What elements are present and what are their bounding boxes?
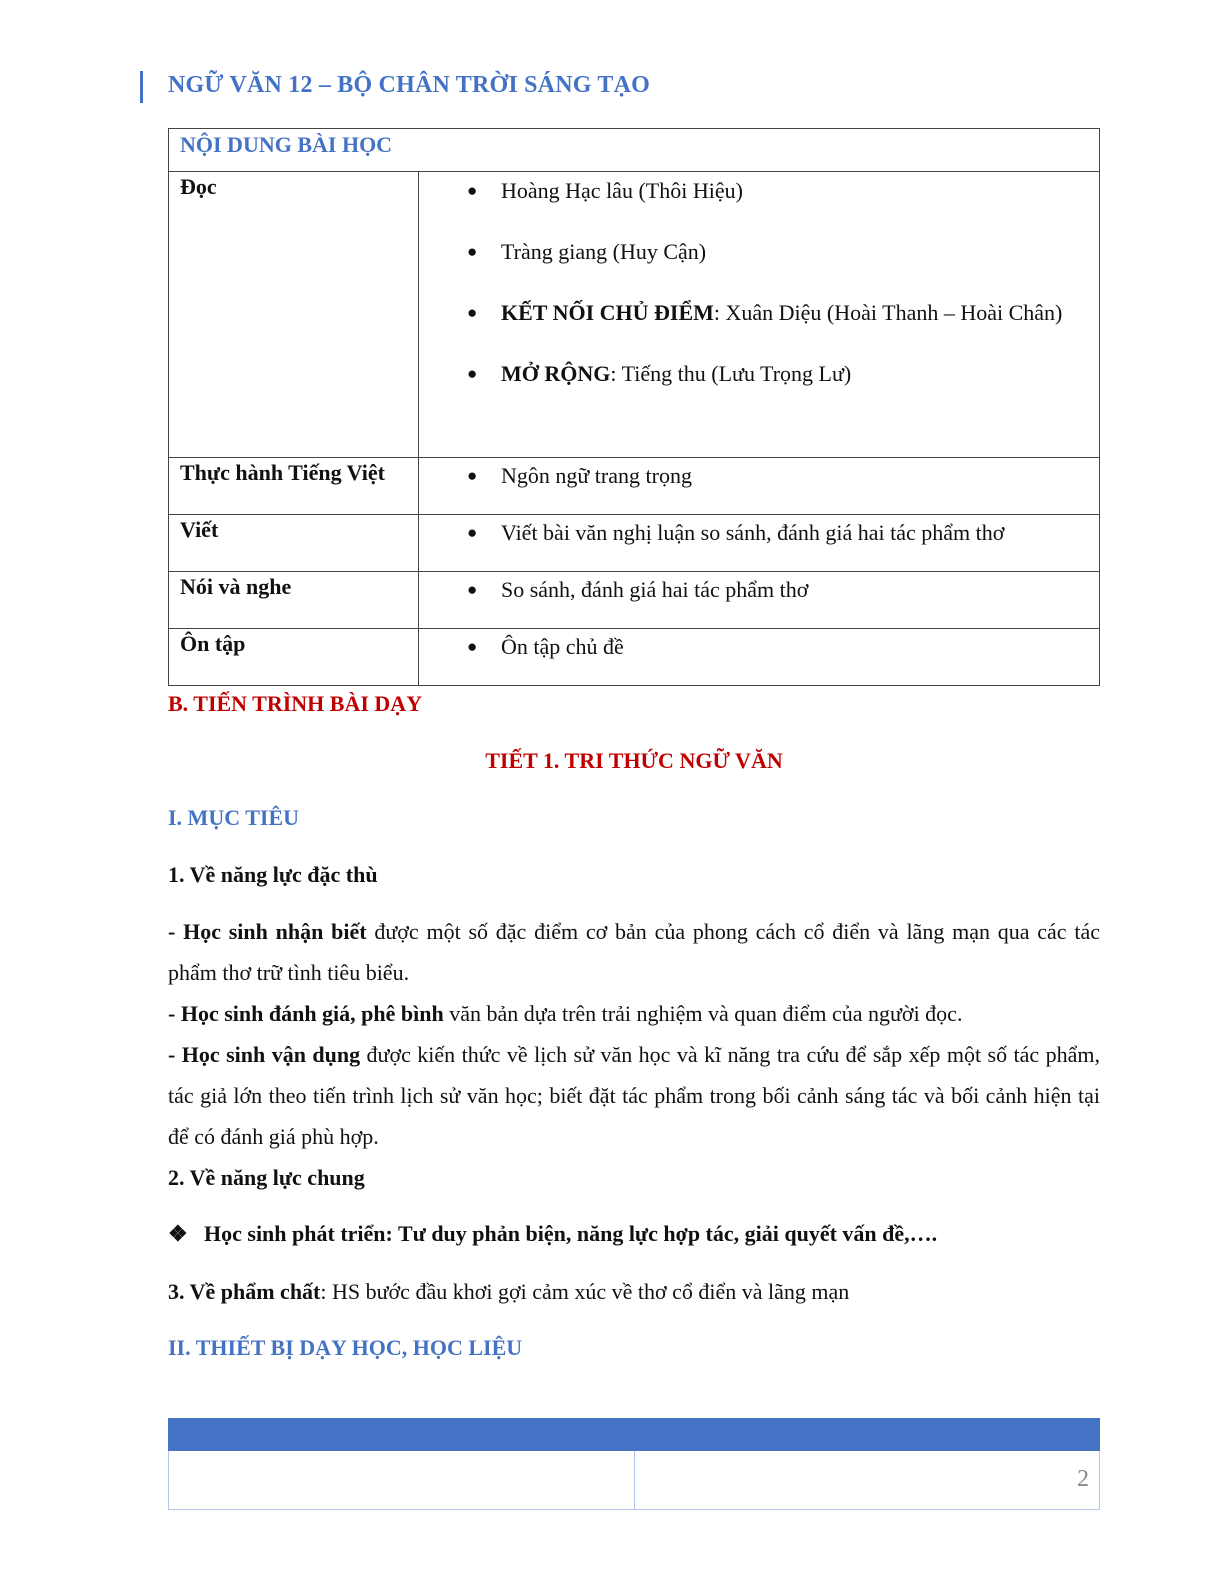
lesson-title: TIẾT 1. TRI THỨC NGỮ VĂN	[485, 748, 783, 773]
header-accent-bar	[140, 71, 143, 103]
table-row	[169, 629, 1100, 686]
objectives-heading: I. MỤC TIÊU	[168, 805, 300, 830]
list-item: ● Hoàng Hạc lâu (Thôi Hiệu)	[419, 170, 1088, 211]
list-item: ● Ngôn ngữ trang trọng	[419, 455, 1088, 496]
table-row	[169, 172, 1100, 458]
page-number: 2	[1077, 1466, 1089, 1492]
table-header-cell	[169, 1419, 635, 1451]
row-label: Thực hành Tiếng Việt	[169, 458, 419, 515]
paragraph-recognize: - Học sinh nhận biết được một số đặc điểm cơ bản của phong cách cổ điển và lãng mạn qua các tác phẩm thơ trữ tình tiêu biểu.	[168, 919, 1100, 985]
table-row	[169, 572, 1100, 629]
diamond-bullet-icon: ❖	[168, 1221, 188, 1246]
list-item: ● So sánh, đánh giá hai tác phẩm thơ	[419, 569, 1088, 610]
table-row	[169, 515, 1100, 572]
list-item: ● MỞ RỘNG: Tiếng thu (Lưu Trọng Lư)	[419, 353, 1088, 394]
reading-list	[419, 170, 1088, 394]
equipment-table	[168, 1418, 1100, 1510]
subheading-general-competence: 2. Về năng lực chung	[168, 1165, 365, 1190]
table-heading: NỘI DUNG BÀI HỌC	[169, 129, 1100, 172]
general-competence-item: ❖ Học sinh phát triển: Tư duy phản biện, năng lực hợp tác, giải quyết vấn đề,….	[168, 1221, 938, 1246]
table-cell	[169, 1451, 635, 1510]
subheading-specific-competence: 1. Về năng lực đặc thù	[168, 862, 378, 887]
paragraph-evaluate: - Học sinh đánh giá, phê bình văn bản dựa trên trải nghiệm và quan điểm của người đọc.	[168, 1001, 963, 1026]
list-item: ● Viết bài văn nghị luận so sánh, đánh giá hai tác phẩm thơ	[419, 512, 1088, 553]
row-label: Viết	[169, 515, 419, 572]
section-b-heading: B. TIẾN TRÌNH BÀI DẠY	[168, 691, 423, 716]
row-label: Ôn tập	[169, 629, 419, 686]
equipment-heading: II. THIẾT BỊ DẠY HỌC, HỌC LIỆU	[168, 1335, 523, 1360]
table-header-cell	[635, 1419, 1100, 1451]
header-title: NGỮ VĂN 12 – BỘ CHÂN TRỜI SÁNG TẠO	[168, 72, 650, 98]
lesson-content-table	[168, 128, 1100, 686]
list-item: ● Tràng giang (Huy Cận)	[419, 231, 1088, 272]
row-label: Nói và nghe	[169, 572, 419, 629]
list-item: ● KẾT NỐI CHỦ ĐIỂM: Xuân Diệu (Hoài Thanh – Hoài Chân)	[419, 292, 1088, 333]
table-cell	[635, 1451, 1100, 1510]
paragraph-apply: - Học sinh vận dụng được kiến thức về lịch sử văn học và kĩ năng tra cứu để sắp xếp một số tác phẩm, tác giả lớn theo tiến trình lịch sử văn học; biết đặt tác phẩm trong bối cảnh sáng tác và bối cảnh hiện tại để có đánh giá phù hợp.	[168, 1042, 1100, 1149]
paragraph-qualities: 3. Về phẩm chất: HS bước đầu khơi gợi cảm xúc về thơ cổ điển và lãng mạn	[168, 1279, 850, 1304]
table-row	[169, 458, 1100, 515]
list-item: ● Ôn tập chủ đề	[419, 626, 1088, 667]
row-label: Đọc	[169, 172, 419, 458]
